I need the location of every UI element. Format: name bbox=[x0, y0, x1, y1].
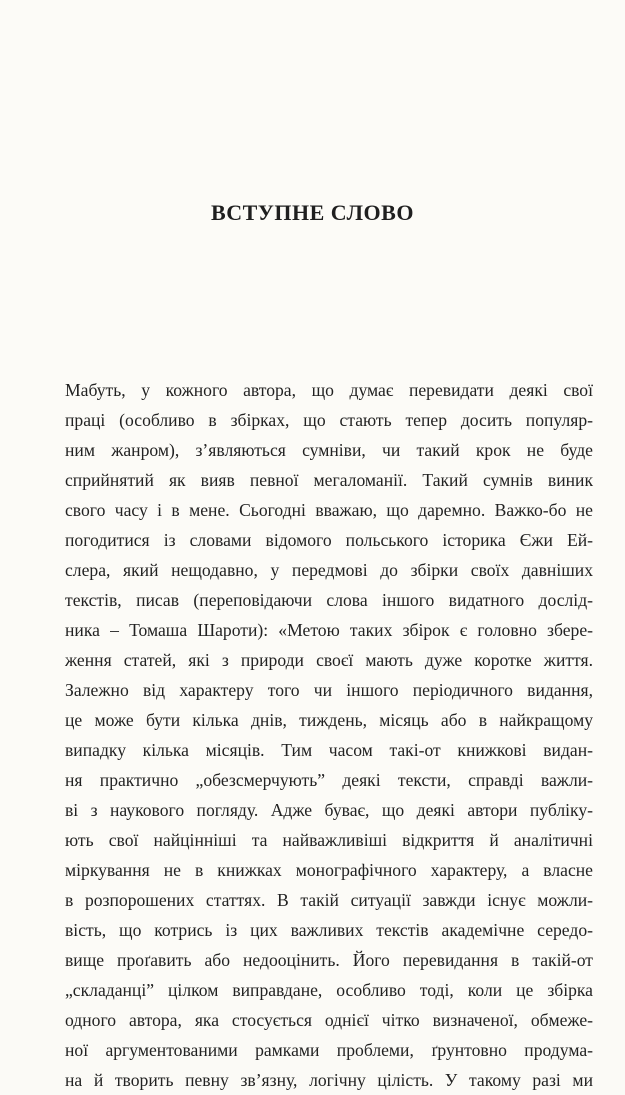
text-line: свого часу і в мене. Сьогодні вважаю, що даремно. Важко-бо не bbox=[65, 500, 593, 520]
text-line: текстів, писав (переповідаючи слова іншого видатного дослід- bbox=[65, 590, 593, 610]
text-line: ві з наукового погляду. Адже буває, що деякі автори публіку- bbox=[65, 800, 593, 820]
body-text bbox=[65, 375, 593, 1095]
text-line: слера, який нещодавно, у передмові до збірки своїх давніших bbox=[65, 560, 593, 580]
text-line: одного автора, яка стосується однієї чітко визначеної, обмеже- bbox=[65, 1010, 593, 1030]
text-line: вість, що котрись із цих важливих текстів академічне середо- bbox=[65, 920, 593, 940]
text-line: на й творить певну зв’язну, логічну цілість. У такому разі ми bbox=[65, 1070, 593, 1090]
text-line: ної аргументованими рамками проблеми, ґрунтовно продума- bbox=[65, 1040, 593, 1060]
text-line: ним жанром), з’являються сумніви, чи такий крок не буде bbox=[65, 440, 593, 460]
text-line: ня практично „обезсмерчують” деякі тексти, справді важли- bbox=[65, 770, 593, 790]
text-line: сприйнятий як вияв певної мегаломанії. Такий сумнів виник bbox=[65, 470, 593, 490]
text-line: праці (особливо в збірках, що стають тепер досить популяр- bbox=[65, 410, 593, 430]
text-line: Мабуть, у кожного автора, що думає перевидати деякі свої bbox=[65, 380, 593, 400]
text-line: вище проґавить або недооцінить. Його перевидання в такій-от bbox=[65, 950, 593, 970]
text-line: Залежно від характеру того чи іншого періодичного видання, bbox=[65, 680, 593, 700]
text-line: ють свої найцінніші та найважливіші відкриття й аналітичні bbox=[65, 830, 593, 850]
text-line: це може бути кілька днів, тиждень, місяць або в найкращому bbox=[65, 710, 593, 730]
text-line: „складанці” цілком виправдане, особливо тоді, коли це збірка bbox=[65, 980, 593, 1000]
text-line: в розпорошених статтях. В такій ситуації завжди існує можли- bbox=[65, 890, 593, 910]
text-line: погодитися із словами відомого польського історика Єжи Ей- bbox=[65, 530, 593, 550]
text-line: ника – Томаша Шароти): «Метою таких збірок є головно збере- bbox=[65, 620, 593, 640]
text-line: випадку кілька місяців. Тим часом такі-от книжкові видан- bbox=[65, 740, 593, 760]
text-line: міркування не в книжках монографічного характеру, а власне bbox=[65, 860, 593, 880]
text-line: ження статей, які з природи своєї мають дуже коротке життя. bbox=[65, 650, 593, 670]
chapter-heading: ВСТУПНЕ СЛОВО bbox=[211, 200, 414, 225]
